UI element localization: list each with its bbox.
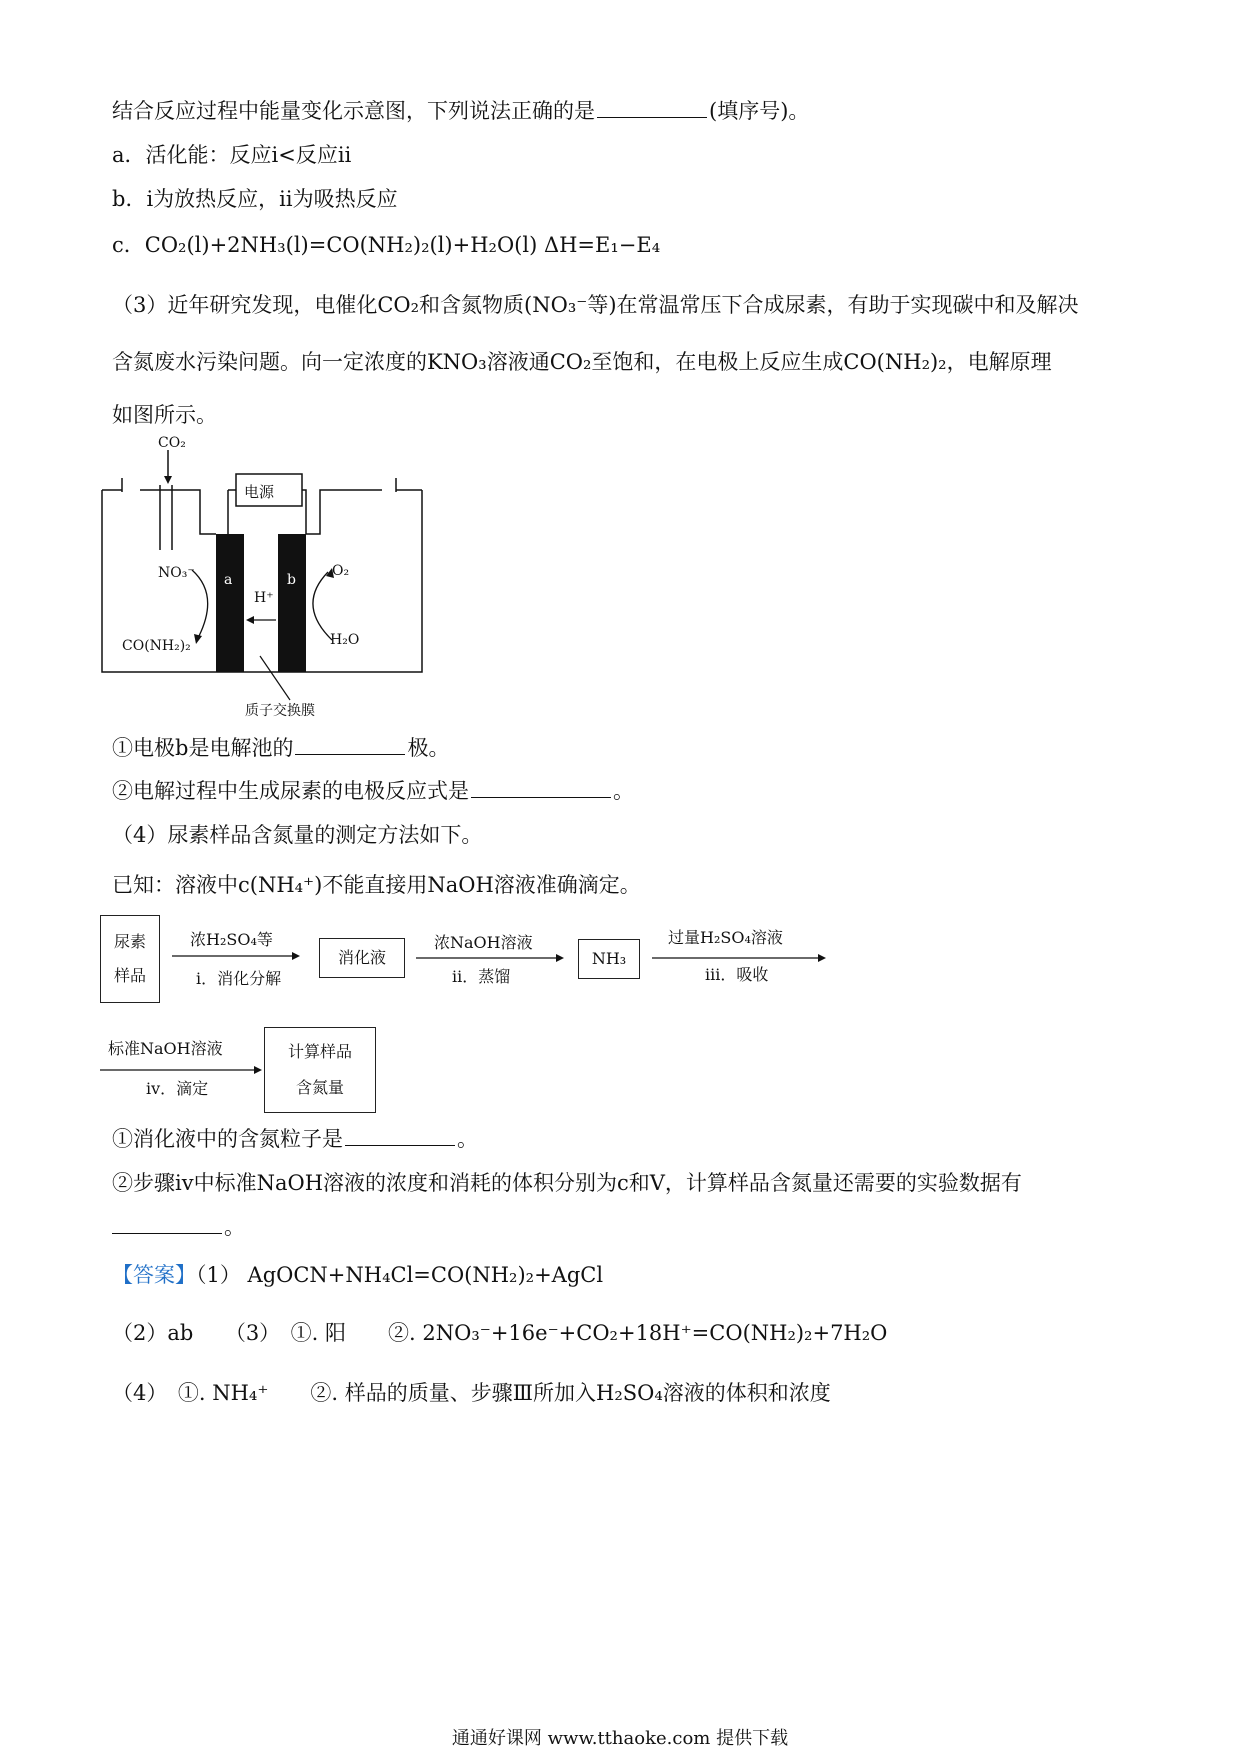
sample-text-1: 尿素 bbox=[113, 932, 146, 951]
q4-paragraph-2: 已知：溶液中c(NH₄⁺)不能直接用NaOH溶液准确滴定。 bbox=[112, 873, 641, 897]
power-label: 电源 bbox=[244, 483, 275, 501]
water-label: H₂O bbox=[330, 632, 360, 648]
urea-label: CO(NH₂)₂ bbox=[122, 638, 191, 654]
arrow-2 bbox=[416, 952, 566, 964]
stem-text: 结合反应过程中能量变化示意图，下列说法正确的是 bbox=[112, 99, 595, 123]
q3-paragraph-1: （3）近年研究发现，电催化CO₂和含氮物质(NO₃⁻等)在常温常压下合成尿素，有助于实现碳中和及解决 bbox=[112, 293, 1079, 317]
q4-sub2-cont bbox=[112, 1212, 245, 1242]
answer-1: （1） AgOCN+NH₄Cl=CO(NH₂)₂+AgCl bbox=[196, 1263, 604, 1287]
q4-sub2-tail: 。 bbox=[224, 1215, 245, 1239]
answer-blank[interactable] bbox=[597, 97, 707, 118]
q3-paragraph-3: 如图所示。 bbox=[112, 403, 217, 427]
step2-name: ⅱ．蒸馏 bbox=[452, 967, 511, 986]
answer-blank[interactable] bbox=[471, 777, 611, 798]
sub2-text: ②电解过程中生成尿素的电极反应式是 bbox=[112, 779, 469, 803]
step3-reagent: 过量H₂SO₄溶液 bbox=[668, 928, 783, 947]
sample-text-2: 样品 bbox=[113, 966, 146, 985]
q3-sub1 bbox=[112, 733, 449, 763]
energy-question-stem bbox=[112, 96, 809, 126]
answer-tag: 【答案】 bbox=[112, 1263, 196, 1287]
step3-name: ⅲ．吸收 bbox=[705, 965, 769, 984]
q4-sub1 bbox=[112, 1124, 478, 1154]
step4-name: ⅳ．滴定 bbox=[146, 1079, 209, 1098]
sub2-tail: 。 bbox=[613, 779, 634, 803]
membrane-label: 质子交换膜 bbox=[245, 703, 315, 719]
arrow-1 bbox=[172, 950, 302, 962]
answer-blank[interactable] bbox=[345, 1125, 455, 1146]
nitrate-label: NO₃⁻ bbox=[158, 565, 195, 581]
stem-tail: (填序号)。 bbox=[709, 99, 810, 123]
calc-text-2: 含氮量 bbox=[295, 1078, 344, 1097]
answer-line-2: （2）ab （3） ①. 阳 ②. 2NO₃⁻+16e⁻+CO₂+18H⁺=CO(NH₂)₂+7H₂O bbox=[112, 1321, 888, 1345]
option-c: c．CO₂(l)+2NH₃(l)=CO(NH₂)₂(l)+H₂O(l) ΔH=E₁−E₄ bbox=[112, 233, 661, 257]
answer-line-3: （4） ①. NH₄⁺ ②. 样品的质量、步骤Ⅲ所加入H₂SO₄溶液的体积和浓度 bbox=[112, 1381, 831, 1405]
q4-paragraph-1: （4）尿素样品含氮量的测定方法如下。 bbox=[112, 823, 483, 847]
electrode-a-label: a bbox=[224, 572, 233, 588]
sub1-tail: 极。 bbox=[407, 736, 450, 760]
ammonia-box: NH₃ bbox=[578, 939, 640, 979]
calc-box bbox=[264, 1027, 376, 1113]
electrode-b-label: b bbox=[287, 572, 296, 588]
q3-sub2 bbox=[112, 776, 634, 806]
sample-box bbox=[100, 915, 160, 1003]
answer-blank[interactable] bbox=[295, 734, 405, 755]
step1-reagent: 浓H₂SO₄等 bbox=[190, 930, 273, 949]
oxygen-label: O₂ bbox=[332, 563, 350, 579]
proton-label: H⁺ bbox=[254, 590, 274, 606]
q4-sub2: ②步骤ⅳ中标准NaOH溶液的浓度和消耗的体积分别为c和V，计算样品含氮量还需要的实验数据有 bbox=[112, 1171, 1022, 1195]
step2-reagent: 浓NaOH溶液 bbox=[434, 933, 533, 952]
sub1-text: ①电极b是电解池的 bbox=[112, 736, 294, 760]
q4-sub1-text: ①消化液中的含氮粒子是 bbox=[112, 1127, 343, 1151]
digest-box: 消化液 bbox=[319, 938, 405, 978]
electrode-b bbox=[278, 534, 306, 672]
answer-blank[interactable] bbox=[112, 1213, 222, 1234]
co2-label: CO₂ bbox=[158, 435, 186, 451]
step4-reagent: 标准NaOH溶液 bbox=[108, 1039, 223, 1058]
electrode-a bbox=[216, 534, 244, 672]
q4-sub1-tail: 。 bbox=[457, 1127, 478, 1151]
step1-name: ⅰ．消化分解 bbox=[196, 969, 282, 988]
calc-text-1: 计算样品 bbox=[287, 1042, 352, 1061]
arrow-3 bbox=[652, 952, 830, 964]
option-a: a．活化能：反应ⅰ<反应ⅱ bbox=[112, 143, 352, 167]
option-b: b．ⅰ为放热反应，ⅱ为吸热反应 bbox=[112, 187, 398, 211]
arrow-4 bbox=[100, 1064, 266, 1076]
q3-paragraph-2: 含氮废水污染问题。向一定浓度的KNO₃溶液通CO₂至饱和，在电极上反应生成CO(NH₂)₂，电解原理 bbox=[112, 350, 1052, 374]
answer-line-1 bbox=[112, 1260, 603, 1290]
page-footer: 通通好课网 www.tthaoke.com 提供下载 bbox=[451, 1728, 789, 1749]
